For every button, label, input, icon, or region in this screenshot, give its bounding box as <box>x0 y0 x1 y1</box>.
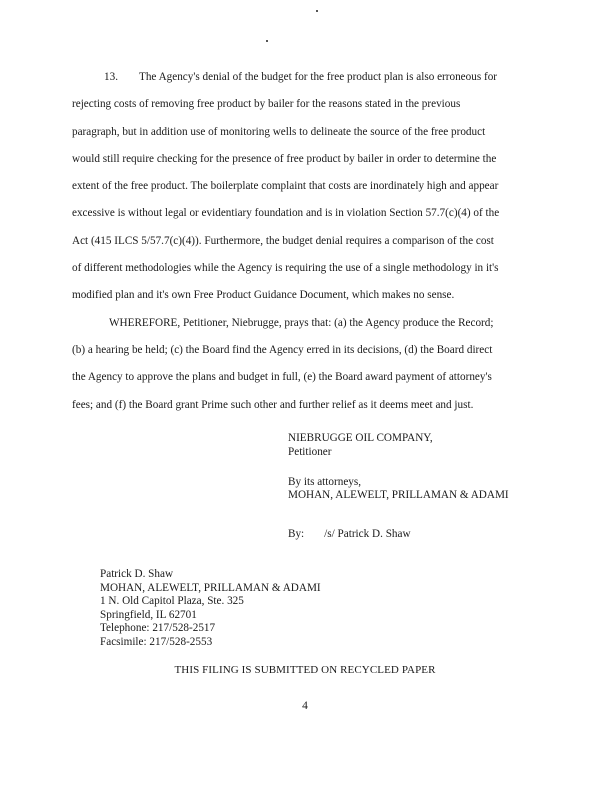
paragraph-number: 13. <box>104 71 118 83</box>
scan-speck <box>316 10 318 12</box>
by-label: By: <box>288 528 305 540</box>
paragraph-line: would still require checking for the presence of free product by bailer in order to determine the <box>72 152 497 165</box>
wherefore-line: the Agency to approve the plans and budget in full, (e) the Board award payment of attorney's <box>72 371 492 384</box>
scan-speck <box>266 40 268 42</box>
wherefore-line: WHEREFORE, Petitioner, Niebrugge, prays that: (a) the Agency produce the Record; <box>109 316 494 329</box>
paragraph-line: modified plan and it's own Free Product Guidance Document, which makes no sense. <box>72 289 455 302</box>
signature-block <box>288 432 509 503</box>
wherefore-line: (b) a hearing be held; (c) the Board find the Agency erred in its decisions, (d) the Board direct <box>72 343 493 356</box>
recycled-paper-notice: THIS FILING IS SUBMITTED ON RECYCLED PAPER <box>174 664 436 676</box>
attorney-firm: MOHAN, ALEWELT, PRILLAMAN & ADAMI <box>100 581 321 594</box>
signature-line <box>288 528 411 542</box>
page-number: 4 <box>302 700 308 712</box>
company-name: NIEBRUGGE OIL COMPANY, <box>288 432 433 444</box>
party-role: Petitioner <box>288 445 332 458</box>
attorney-name: Patrick D. Shaw <box>100 568 174 580</box>
paragraph-line: 13. The Agency's denial of the budget for the free product plan is also erroneous for <box>72 64 542 91</box>
wherefore-line: fees; and (f) the Board grant Prime such other and further relief as it deems meet and just. <box>72 398 474 411</box>
paragraph-line: excessive is without legal or evidentiary foundation and is in violation Section 57.7(c)(4) of the <box>72 207 500 220</box>
paragraph-line: extent of the free product. The boilerplate complaint that costs are inordinately high and appear <box>72 180 499 193</box>
attorney-address: 1 N. Old Capitol Plaza, Ste. 325 <box>100 595 244 607</box>
paragraph-line: of different methodologies while the Agency is requiring the use of a single methodology in it's <box>72 262 499 275</box>
by-attorneys: By its attorneys, <box>288 475 362 488</box>
attorney-facsimile: Facsimile: 217/528-2553 <box>100 635 213 648</box>
attorney-telephone: Telephone: 217/528-2517 <box>100 622 216 634</box>
electronic-signature: /s/ Patrick D. Shaw <box>324 528 411 540</box>
paragraph-line: Act (415 ILCS 5/57.7(c)(4)). Furthermore, the budget denial requires a comparison of the cost <box>72 234 494 247</box>
paragraph-line: paragraph, but in addition use of monitoring wells to delineate the source of the free product <box>72 125 486 138</box>
firm-name: MOHAN, ALEWELT, PRILLAMAN & ADAMI <box>288 489 509 502</box>
body-text <box>72 64 542 419</box>
attorney-city: Springfield, IL 62701 <box>100 608 197 621</box>
attorney-contact-block <box>100 568 321 649</box>
paragraph-line: rejecting costs of removing free product by bailer for the reasons stated in the previous <box>72 98 461 111</box>
